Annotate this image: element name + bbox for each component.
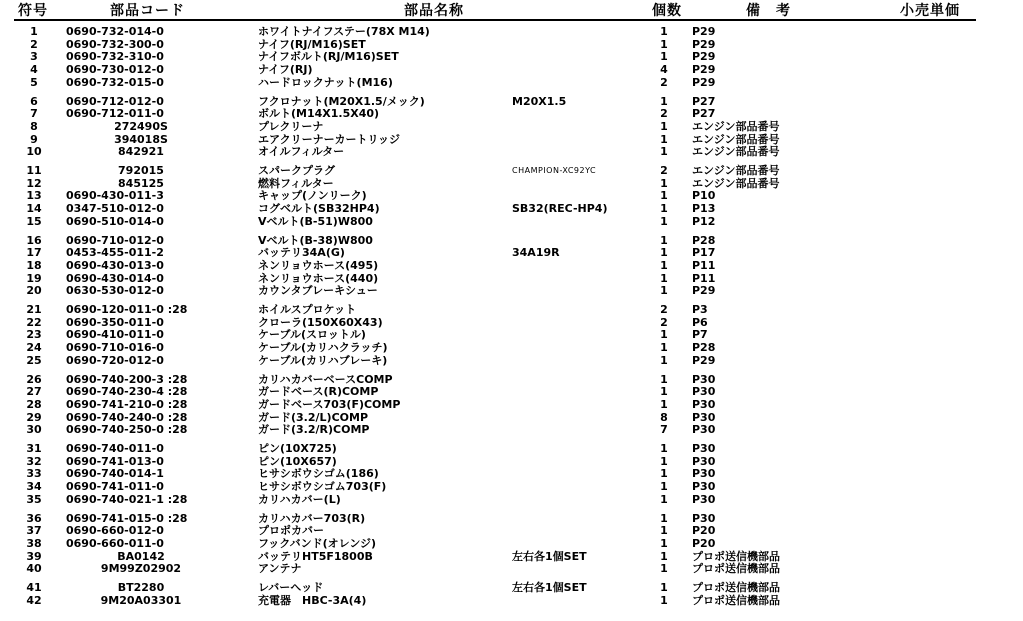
row-name: プレクリーナ: [258, 119, 324, 133]
row-code: 0453-455-011-2: [66, 246, 164, 260]
row-qty: 1: [660, 511, 668, 525]
table-row: [0, 595, 1023, 607]
row-qty: 2: [660, 107, 668, 121]
row-remarks: エンジン部品番号: [692, 164, 780, 177]
row-qty: 1: [660, 202, 668, 216]
row-remarks: エンジン部品番号: [692, 145, 780, 159]
row-code: 0690-510-014-0: [66, 214, 164, 228]
table-row: [0, 412, 1023, 424]
row-spec: 左右各1個SET: [512, 549, 587, 563]
row-name: ナイフボルト(RJ/M16)SET: [258, 50, 399, 64]
row-qty: 1: [660, 94, 668, 108]
row-code: 9M99Z02902: [100, 562, 182, 576]
table-row: [0, 77, 1023, 89]
row-name: ガードベース(R)COMP: [258, 385, 379, 399]
row-name: プロポカバー: [258, 524, 324, 538]
row-name: 充電器 HBC-3A(4): [258, 593, 367, 607]
row-code: 0690-732-310-0: [66, 50, 164, 64]
row-qty: 1: [660, 246, 668, 260]
row-no: 30: [26, 423, 42, 437]
row-no: 10: [26, 145, 42, 159]
row-code: 0690-430-014-0: [66, 271, 164, 285]
row-code: 792015: [118, 164, 164, 177]
table-row: [0, 386, 1023, 398]
row-no: 32: [26, 454, 42, 468]
row-no: 16: [26, 233, 42, 247]
row-no: 15: [26, 214, 42, 228]
row-remarks: エンジン部品番号: [692, 176, 780, 190]
row-remarks: P30: [692, 410, 716, 424]
row-qty: 1: [660, 284, 668, 298]
table-row: [0, 481, 1023, 493]
row-code: 0690-660-011-0: [66, 536, 164, 550]
row-code: 0690-730-012-0: [66, 63, 164, 77]
header-qty: 個数: [652, 3, 682, 19]
row-no: 13: [26, 189, 42, 203]
row-qty: 7: [660, 423, 668, 437]
row-code: 0690-741-015-0 :28: [66, 511, 188, 525]
row-qty: 1: [660, 492, 668, 506]
table-row: [0, 216, 1023, 228]
row-no: 38: [26, 536, 42, 550]
table-row: [0, 190, 1023, 202]
row-code: 0690-732-014-0: [66, 25, 164, 38]
row-name: カリハカバー(L): [258, 492, 341, 506]
table-row: [0, 355, 1023, 367]
row-name: ナイフ(RJ): [258, 63, 313, 77]
row-name: ガード(3.2/L)COMP: [258, 410, 368, 424]
row-qty: 4: [660, 63, 668, 77]
row-qty: 1: [660, 119, 668, 133]
row-code: 0690-740-230-4 :28: [66, 385, 188, 399]
row-remarks: P30: [692, 397, 716, 411]
row-remarks: P27: [692, 94, 716, 108]
row-no: 19: [26, 271, 42, 285]
row-name: ハードロックナット(M16): [258, 75, 393, 89]
row-code: 0690-410-011-0: [66, 328, 164, 342]
row-qty: 1: [660, 524, 668, 538]
row-name: ナイフ(RJ/M16)SET: [258, 37, 366, 51]
table-row: [0, 146, 1023, 158]
row-remarks: P29: [692, 75, 716, 89]
row-no: 5: [30, 75, 38, 89]
row-qty: 2: [660, 75, 668, 89]
row-spec: CHAMPION-XC92YC: [512, 166, 597, 175]
row-qty: 1: [660, 214, 668, 228]
row-name: カウンタブレーキシュー: [258, 284, 378, 298]
row-remarks: プロポ送信機部品: [692, 562, 780, 576]
row-name: ヒサシボウシゴム(186): [258, 467, 379, 481]
row-remarks: P30: [692, 423, 716, 437]
row-name: Vベルト(B-51)W800: [258, 214, 373, 228]
table-row: [0, 563, 1023, 575]
row-name: バッテリHT5F1800B: [258, 549, 373, 563]
table-row: [0, 26, 1023, 38]
row-code: 0690-660-012-0: [66, 524, 164, 538]
row-no: 26: [26, 372, 42, 386]
row-remarks: P7: [692, 328, 708, 342]
row-no: 42: [26, 593, 42, 607]
row-remarks: エンジン部品番号: [692, 119, 780, 133]
row-code: 0690-740-200-3 :28: [66, 372, 188, 386]
row-remarks: P17: [692, 246, 716, 260]
table-row: [0, 64, 1023, 76]
table-row: [0, 342, 1023, 354]
row-qty: 1: [660, 353, 668, 367]
row-no: 21: [26, 303, 42, 316]
row-remarks: P28: [692, 233, 716, 247]
row-qty: 1: [660, 581, 668, 594]
row-name: ホイルスプロケット: [258, 303, 357, 316]
row-remarks: プロポ送信機部品: [692, 593, 780, 607]
row-code: 0690-740-011-0: [66, 442, 164, 455]
row-no: 29: [26, 410, 42, 424]
row-name: ボルト(M14X1.5X40): [258, 107, 380, 121]
row-code: 0690-710-016-0: [66, 341, 164, 355]
row-no: 24: [26, 341, 42, 355]
row-qty: 1: [660, 189, 668, 203]
row-remarks: P29: [692, 50, 716, 64]
row-name: フクロナット(M20X1.5/メック): [258, 94, 425, 108]
row-remarks: P11: [692, 271, 716, 285]
row-no: 39: [26, 549, 42, 563]
table-row: [0, 203, 1023, 215]
row-code: 0690-120-011-0 :28: [66, 303, 188, 316]
row-name: ネンリョウホース(495): [258, 258, 379, 272]
row-no: 9: [30, 132, 38, 146]
table-row: [0, 108, 1023, 120]
row-name: ケーブル(スロットル): [258, 328, 366, 342]
row-no: 22: [26, 315, 42, 329]
row-remarks: プロポ送信機部品: [692, 549, 780, 563]
table-row: [0, 424, 1023, 436]
row-no: 37: [26, 524, 42, 538]
row-qty: 1: [660, 132, 668, 146]
row-code: 0690-712-012-0: [66, 94, 164, 108]
row-spec: SB32(REC-HP4): [512, 202, 608, 216]
row-name: ホワイトナイフステー(78X M14): [258, 25, 430, 38]
header-price: 小売単価: [900, 3, 960, 19]
row-code: 0690-732-300-0: [66, 37, 164, 51]
table-row: [0, 235, 1023, 247]
header-code: 部品コード: [110, 3, 185, 19]
row-remarks: P29: [692, 353, 716, 367]
row-no: 36: [26, 511, 42, 525]
row-remarks: P30: [692, 372, 716, 386]
row-qty: 1: [660, 176, 668, 190]
row-name: カリハカバーベースCOMP: [258, 372, 393, 386]
row-name: カリハカバー703(R): [258, 511, 366, 525]
row-spec: M20X1.5: [512, 94, 567, 108]
row-remarks: P29: [692, 284, 716, 298]
row-remarks: P10: [692, 189, 716, 203]
row-code: 0690-740-014-1: [66, 467, 164, 481]
row-remarks: P30: [692, 467, 716, 481]
table-row: [0, 247, 1023, 259]
row-remarks: P28: [692, 341, 716, 355]
row-name: エアクリーナーカートリッジ: [258, 132, 401, 146]
table-row: [0, 273, 1023, 285]
table-row: [0, 399, 1023, 411]
table-row: [0, 304, 1023, 316]
row-name: Vベルト(B-38)W800: [258, 233, 373, 247]
row-no: 23: [26, 328, 42, 342]
row-code: 0690-741-011-0: [66, 480, 164, 494]
row-no: 41: [26, 581, 42, 594]
row-no: 14: [26, 202, 42, 216]
row-qty: 1: [660, 233, 668, 247]
row-remarks: エンジン部品番号: [692, 132, 780, 146]
row-qty: 1: [660, 37, 668, 51]
row-qty: 1: [660, 467, 668, 481]
row-name: ケーブル(カリハブレーキ): [258, 353, 388, 367]
row-name: スパークプラグ: [258, 164, 335, 177]
row-name: アンテナ: [258, 562, 302, 576]
row-remarks: P11: [692, 258, 716, 272]
row-qty: 2: [660, 315, 668, 329]
row-name: ピン(10X725): [258, 442, 337, 455]
row-name: ケーブル(カリハクラッチ): [258, 341, 388, 355]
row-code: 0690-430-011-3: [66, 189, 164, 203]
table-row: [0, 494, 1023, 506]
row-qty: 1: [660, 593, 668, 607]
row-qty: 1: [660, 397, 668, 411]
row-no: 28: [26, 397, 42, 411]
row-code: 842921: [118, 145, 164, 159]
table-row: [0, 178, 1023, 190]
row-remarks: P29: [692, 63, 716, 77]
row-qty: 1: [660, 549, 668, 563]
row-code: 845125: [118, 176, 164, 190]
row-qty: 1: [660, 50, 668, 64]
row-code: 0690-710-012-0: [66, 233, 164, 247]
table-row: [0, 374, 1023, 386]
row-no: 18: [26, 258, 42, 272]
row-code: 0690-720-012-0: [66, 353, 164, 367]
row-no: 20: [26, 284, 42, 298]
row-remarks: P29: [692, 37, 716, 51]
row-no: 7: [30, 107, 38, 121]
row-no: 40: [26, 562, 42, 576]
row-name: レバーヘッド: [258, 581, 324, 594]
row-no: 3: [30, 50, 38, 64]
row-code: 0630-530-012-0: [66, 284, 164, 298]
row-code: 0690-741-013-0: [66, 454, 164, 468]
row-remarks: P29: [692, 25, 716, 38]
row-remarks: P30: [692, 385, 716, 399]
row-code: 0690-732-015-0: [66, 75, 164, 89]
row-spec: 34A19R: [512, 246, 560, 260]
table-row: [0, 121, 1023, 133]
row-code: BA0142: [117, 549, 165, 563]
row-code: 0690-740-250-0 :28: [66, 423, 188, 437]
row-remarks: P30: [692, 511, 716, 525]
row-name: ネンリョウホース(440): [258, 271, 379, 285]
row-remarks: P30: [692, 492, 716, 506]
table-row: [0, 513, 1023, 525]
row-remarks: P6: [692, 315, 708, 329]
row-name: ピン(10X657): [258, 454, 337, 468]
table-row: [0, 165, 1023, 177]
row-remarks: P3: [692, 303, 708, 316]
row-name: オイルフィルター: [258, 145, 345, 159]
row-name: フックバンド(オレンジ): [258, 536, 377, 550]
row-no: 12: [26, 176, 42, 190]
row-name: 燃料フィルター: [258, 176, 334, 190]
row-qty: 1: [660, 328, 668, 342]
row-remarks: P30: [692, 442, 716, 455]
row-qty: 1: [660, 442, 668, 455]
row-spec: 左右各1個SET: [512, 581, 587, 594]
row-no: 6: [30, 94, 38, 108]
row-qty: 1: [660, 385, 668, 399]
header-rule: [14, 19, 976, 21]
row-remarks: P12: [692, 214, 716, 228]
table-row: [0, 525, 1023, 537]
table-row: [0, 317, 1023, 329]
row-name: ガードベース703(F)COMP: [258, 397, 401, 411]
table-row: [0, 551, 1023, 563]
row-code: 394018S: [114, 132, 168, 146]
row-qty: 1: [660, 258, 668, 272]
table-row: [0, 456, 1023, 468]
row-qty: 1: [660, 562, 668, 576]
table-row: [0, 329, 1023, 341]
row-code: BT2280: [117, 581, 165, 594]
row-qty: 1: [660, 271, 668, 285]
table-row: [0, 134, 1023, 146]
row-code: 0690-350-011-0: [66, 315, 164, 329]
row-qty: 1: [660, 145, 668, 159]
row-name: バッテリ34A(G): [258, 246, 345, 260]
row-name: ガード(3.2/R)COMP: [258, 423, 370, 437]
table-row: [0, 39, 1023, 51]
row-code: 0690-741-210-0 :28: [66, 397, 188, 411]
table-row: [0, 582, 1023, 594]
row-code: 0690-430-013-0: [66, 258, 164, 272]
row-qty: 1: [660, 372, 668, 386]
table-row: [0, 51, 1023, 63]
row-no: 2: [30, 37, 38, 51]
row-qty: 1: [660, 341, 668, 355]
row-code: 272490S: [114, 119, 168, 133]
row-no: 27: [26, 385, 42, 399]
row-code: 0690-740-240-0 :28: [66, 410, 188, 424]
table-row: [0, 260, 1023, 272]
row-no: 31: [26, 442, 42, 455]
table-row: [0, 285, 1023, 297]
row-no: 1: [30, 25, 38, 38]
header-no: 符号: [18, 3, 48, 19]
row-qty: 1: [660, 25, 668, 38]
row-code: 0347-510-012-0: [66, 202, 164, 216]
header-name: 部品名称: [404, 3, 464, 19]
row-no: 8: [30, 119, 38, 133]
table-row: [0, 443, 1023, 455]
row-qty: 2: [660, 303, 668, 316]
row-code: 0690-740-021-1 :28: [66, 492, 188, 506]
row-remarks: P13: [692, 202, 716, 216]
row-remarks: P20: [692, 524, 716, 538]
row-qty: 2: [660, 164, 668, 177]
row-qty: 1: [660, 454, 668, 468]
row-no: 33: [26, 467, 42, 481]
row-qty: 1: [660, 480, 668, 494]
row-name: クローラ(150X60X43): [258, 315, 383, 329]
row-no: 17: [26, 246, 42, 260]
row-code: 9M20A03301: [100, 593, 182, 607]
row-qty: 1: [660, 536, 668, 550]
table-row: [0, 538, 1023, 550]
row-remarks: P30: [692, 480, 716, 494]
row-remarks: プロポ送信機部品: [692, 581, 780, 594]
row-no: 25: [26, 353, 42, 367]
row-remarks: P27: [692, 107, 716, 121]
row-code: 0690-712-011-0: [66, 107, 164, 121]
row-no: 34: [26, 480, 42, 494]
row-name: ヒサシボウシゴム703(F): [258, 480, 387, 494]
table-row: [0, 468, 1023, 480]
row-name: キャップ(ノンリーク): [258, 189, 367, 203]
table-row: [0, 96, 1023, 108]
row-no: 11: [26, 164, 42, 177]
row-remarks: P20: [692, 536, 716, 550]
header-remarks: 備 考: [746, 3, 791, 19]
row-remarks: P30: [692, 454, 716, 468]
row-no: 4: [30, 63, 38, 77]
row-no: 35: [26, 492, 42, 506]
row-name: コグベルト(SB32HP4): [258, 202, 380, 216]
row-qty: 8: [660, 410, 668, 424]
